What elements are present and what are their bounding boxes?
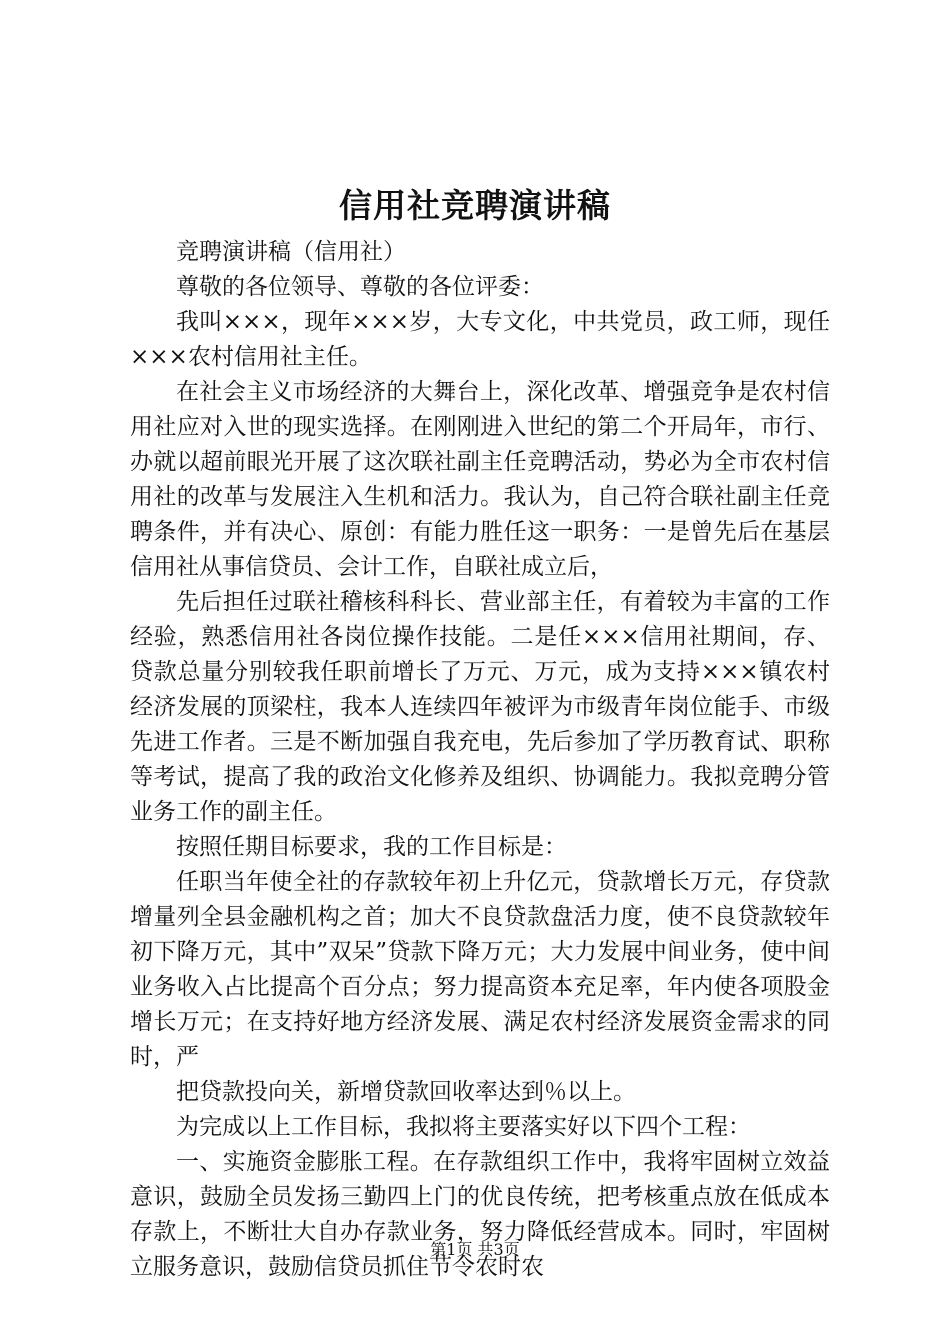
paragraph: 按照任期目标要求，我的工作目标是： bbox=[176, 834, 567, 860]
page-number-footer: 第1页 共3页 bbox=[430, 1240, 520, 1259]
paragraph: 一、实施资金膨胀工程。在存款组织工作中，我将牢固树立效益意识，鼓励全员发扬三勤四上门的优良传统，把考核重点放在低成本存款上，不断壮大自办存款业务，努力降低经营成本。同时，牢固树立服务意识，鼓励信贷员抓住节令农时农 bbox=[130, 1149, 830, 1280]
paragraph-heading: 竞聘演讲稿（信用社） bbox=[176, 239, 406, 265]
paragraph: 先后担任过联社稽核科科长、营业部主任，有着较为丰富的工作经验，熟悉信用社各岗位操作技能。二是任×××信用社期间，存、贷款总量分别较我任职前增长了万元、万元，成为支持×××镇农村经济发展的顶梁柱，我本人连续四年被评为市级青年岗位能手、市级先进工作者。三是不断加强自我充电，先后参加了学历教育试、职称等考试，提高了我的政治文化修养及组织、协调能力。我拟竞聘分管业务工作的副主任。 bbox=[130, 589, 830, 825]
paragraph: 把贷款投向关，新增贷款回收率达到％以上。 bbox=[176, 1079, 636, 1105]
paragraph: 在社会主义市场经济的大舞台上，深化改革、增强竞争是农村信用社应对入世的现实选择。在刚刚进入世纪的第二个开局年，市行、办就以超前眼光开展了这次联社副主任竞聘活动，势必为全市农村信用社的改革与发展注入生机和活力。我认为，自己符合联社副主任竞聘条件，并有决心、原创：有能力胜任这一职务：一是曾先后在基层信用社从事信贷员、会计工作，自联社成立后， bbox=[130, 379, 830, 580]
paragraph: 为完成以上工作目标，我拟将主要落实好以下四个工程： bbox=[176, 1114, 751, 1140]
paragraph-introduction: 我叫×××，现年×××岁，大专文化，中共党员，政工师，现任×××农村信用社主任。 bbox=[130, 309, 830, 370]
document-title: 信用社竞聘演讲稿 bbox=[339, 186, 611, 225]
paragraph: 任职当年使全社的存款较年初上升亿元，贷款增长万元，存贷款增量列全县金融机构之首；加大不良贷款盘活力度，使不良贷款较年初下降万元，其中”双呆”贷款下降万元；大力发展中间业务，使中间业务收入占比提高个百分点；努力提高资本充足率，年内使各项股金增长万元；在支持好地方经济发展、满足农村经济发展资金需求的同时，严 bbox=[130, 869, 830, 1070]
document-body bbox=[130, 235, 830, 1285]
paragraph-salutation: 尊敬的各位领导、尊敬的各位评委： bbox=[176, 274, 544, 300]
